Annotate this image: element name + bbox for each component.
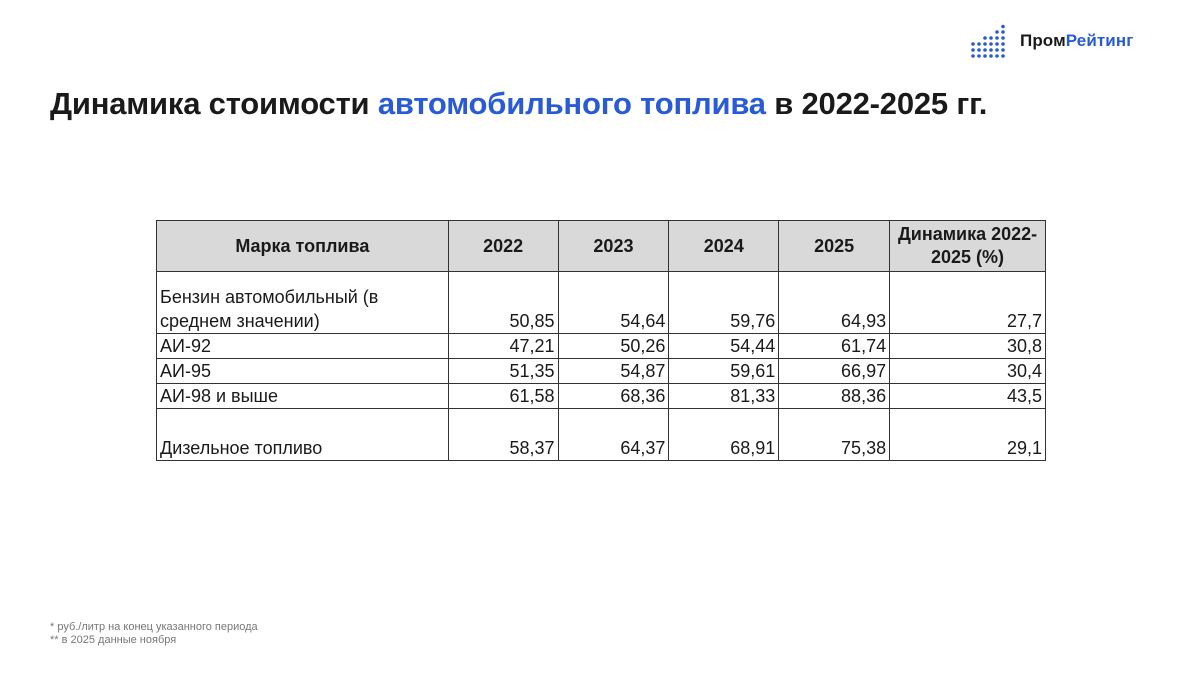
price-2023-cell: 50,26 — [558, 334, 669, 359]
header-2022: 2022 — [448, 221, 558, 272]
price-2023-cell: 68,36 — [558, 384, 669, 409]
table-header-row — [157, 221, 1046, 272]
price-2025-cell: 75,38 — [779, 409, 890, 461]
price-2022-cell: 47,21 — [448, 334, 558, 359]
price-2024-cell: 59,61 — [669, 359, 779, 384]
price-2025-cell: 64,93 — [779, 272, 890, 334]
table-row — [157, 359, 1046, 384]
fuel-name-cell: АИ-98 и выше — [157, 384, 449, 409]
dynamics-cell: 30,8 — [890, 334, 1046, 359]
price-2022-cell: 51,35 — [448, 359, 558, 384]
header-2025: 2025 — [779, 221, 890, 272]
price-2025-cell: 66,97 — [779, 359, 890, 384]
dynamics-cell: 27,7 — [890, 272, 1046, 334]
table-row — [157, 384, 1046, 409]
dynamics-cell: 30,4 — [890, 359, 1046, 384]
price-2022-cell: 61,58 — [448, 384, 558, 409]
price-2025-cell: 88,36 — [779, 384, 890, 409]
footnote-2025: ** в 2025 данные ноября — [50, 634, 177, 646]
header-fuel-brand: Марка топлива — [157, 221, 449, 272]
dynamics-cell: 29,1 — [890, 409, 1046, 461]
logo-text — [1020, 31, 1133, 51]
price-2023-cell: 64,37 — [558, 409, 669, 461]
logo — [970, 24, 1133, 58]
price-2024-cell: 68,91 — [669, 409, 779, 461]
title-after: в 2022-2025 гг. — [765, 86, 988, 121]
table-row — [157, 272, 1046, 334]
fuel-name-cell: Дизельное топливо — [157, 409, 449, 461]
table-row — [157, 409, 1046, 461]
table-row — [157, 334, 1046, 359]
price-2022-cell: 50,85 — [448, 272, 558, 334]
header-2023: 2023 — [558, 221, 669, 272]
price-2023-cell: 54,64 — [558, 272, 669, 334]
price-2023-cell: 54,87 — [558, 359, 669, 384]
price-2024-cell: 59,76 — [669, 272, 779, 334]
title-before: Динамика стоимости — [50, 86, 378, 121]
logo-bars-icon — [970, 24, 1010, 58]
fuel-price-table — [156, 220, 1046, 461]
footnotes — [50, 621, 258, 647]
fuel-name-cell: АИ-92 — [157, 334, 449, 359]
fuel-name-cell: АИ-95 — [157, 359, 449, 384]
fuel-name-cell: Бензин автомобильный (в среднем значении) — [157, 272, 449, 334]
price-2025-cell: 61,74 — [779, 334, 890, 359]
price-2024-cell: 54,44 — [669, 334, 779, 359]
price-2024-cell: 81,33 — [669, 384, 779, 409]
logo-text-part1: Пром — [1020, 31, 1066, 50]
header-2024: 2024 — [669, 221, 779, 272]
header-dynamics: Динамика 2022-2025 (%) — [890, 221, 1046, 272]
page-title — [50, 86, 987, 122]
footnote-units: * руб./литр на конец указанного периода — [50, 621, 258, 633]
price-2022-cell: 58,37 — [448, 409, 558, 461]
title-highlight: автомобильного топлива — [377, 86, 766, 121]
logo-text-part2: Рейтинг — [1065, 31, 1134, 50]
dynamics-cell: 43,5 — [890, 384, 1046, 409]
